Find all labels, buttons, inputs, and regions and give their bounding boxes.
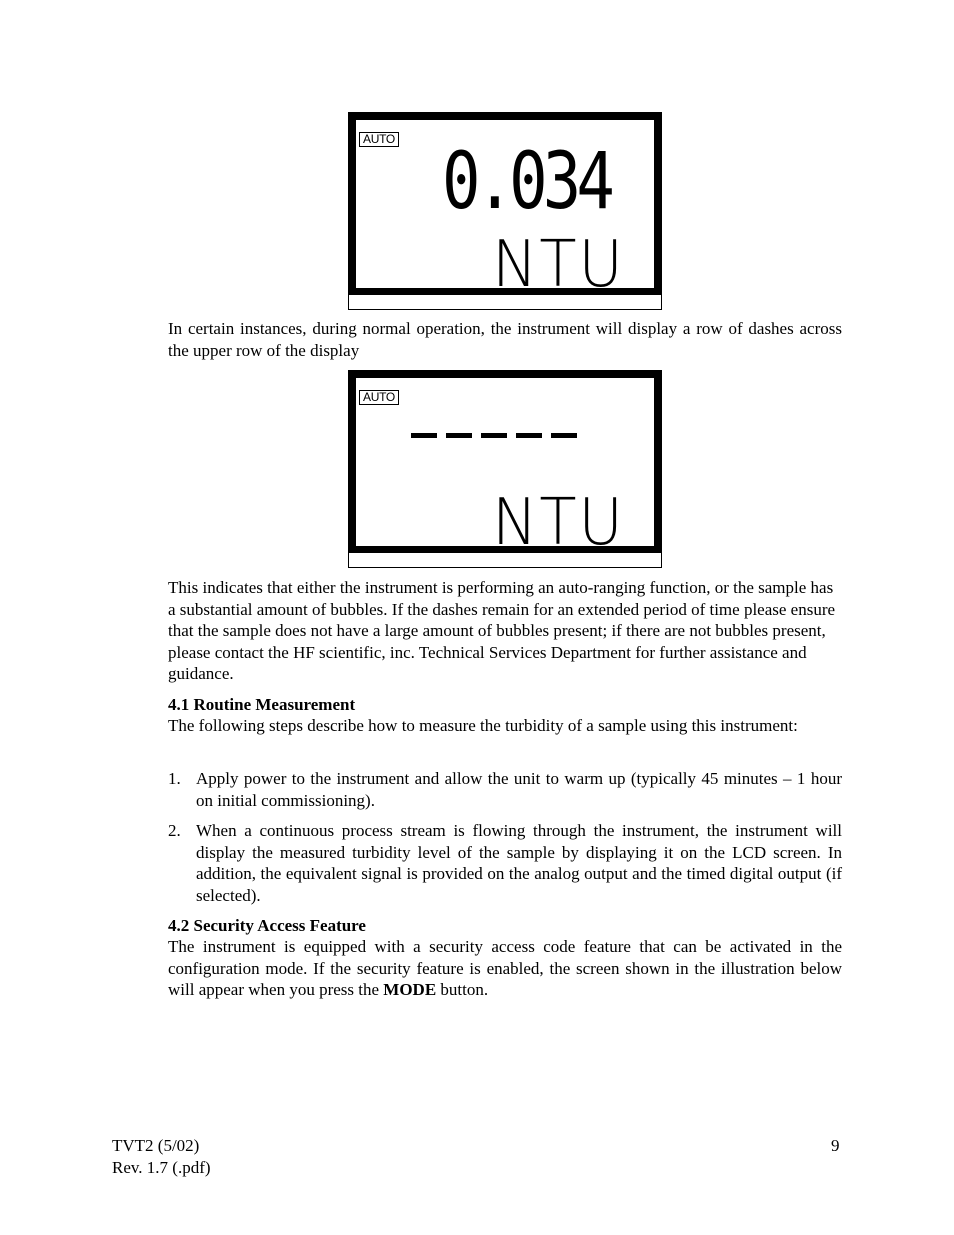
- lcd-display-dashes: [348, 370, 662, 568]
- list-item-number: 1.: [168, 769, 181, 788]
- lcd-dash: [411, 433, 437, 438]
- lcd-dash: [446, 433, 472, 438]
- lcd-unit-label: NTU: [492, 486, 625, 560]
- section-heading-routine-measurement: 4.1 Routine Measurement: [168, 695, 356, 714]
- section-text-security-access: [168, 936, 842, 1001]
- list-item-number: 2.: [168, 821, 181, 840]
- lcd-reading-value: 0.034: [442, 137, 610, 227]
- caption-dashes-intro: In certain instances, during normal operation, the instrument will display a row of dashes across the upper row of the display: [168, 319, 842, 360]
- section-intro-routine-measurement: The following steps describe how to measure the turbidity of a sample using this instrument:: [168, 716, 798, 735]
- auto-indicator: AUTO: [359, 390, 399, 405]
- lcd-dash: [481, 433, 507, 438]
- section-heading-security-access: 4.2 Security Access Feature: [168, 916, 366, 935]
- lcd-display-reading: [348, 112, 662, 310]
- lcd-unit-label: NTU: [492, 228, 625, 302]
- footer-doc-id: TVT2 (5/02): [112, 1136, 200, 1155]
- footer-document-info: [112, 1135, 211, 1178]
- footer-revision: Rev. 1.7 (.pdf): [112, 1157, 211, 1177]
- lcd-dash: [516, 433, 542, 438]
- lcd-dash: [551, 433, 577, 438]
- mode-button-term: MODE: [383, 980, 437, 999]
- paragraph-auto-ranging: This indicates that either the instrument is performing an auto-ranging function, or the sample has a substantial amount of bubbles. If the dashes remain for an extended period of time please ensure that the sample does not have a large amount of bubbles present; if there are not bubbles present, please contact the HF scientific, inc. Technical Services Department for further assistance and guidance.: [168, 578, 836, 683]
- list-item-text: Apply power to the instrument and allow the unit to warm up (typically 45 minutes – 1 hour on initial commissioning).: [196, 769, 842, 810]
- text-segment: The instrument is equipped with a security access code feature that can be activated in the configuration mode. If the security feature is enabled, the screen shown in the illustration below will appear when you press the: [168, 937, 842, 999]
- auto-indicator: AUTO: [359, 132, 399, 147]
- page-number: 9: [831, 1136, 840, 1155]
- lcd-screen: [349, 113, 661, 302]
- lcd-screen: [349, 371, 661, 560]
- list-item-text: When a continuous process stream is flowing through the instrument, the instrument will display the measured turbidity level of the sample by displaying it on the LCD screen. In addition, the equivalent signal is provided on the analog output and the timed digital output (if selected).: [196, 821, 842, 905]
- text-segment: button.: [436, 980, 489, 999]
